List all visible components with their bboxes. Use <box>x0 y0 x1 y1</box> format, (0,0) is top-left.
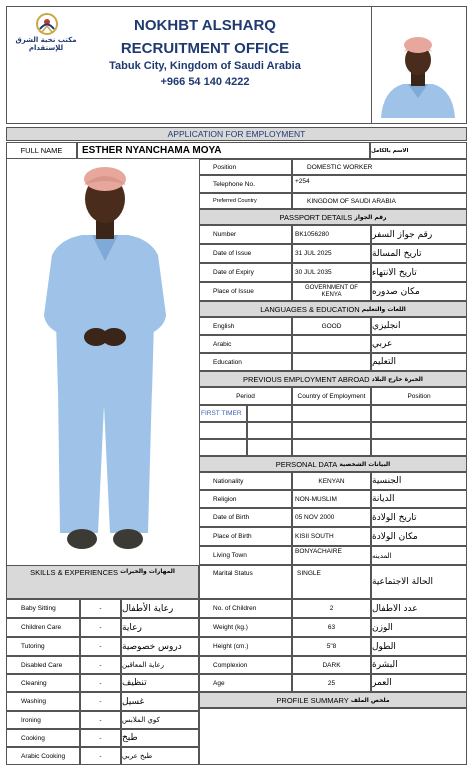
personal-section-title <box>199 456 467 472</box>
marital-status-label: Marital Status <box>199 565 292 599</box>
company-location: Tabuk City, Kingdom of Saudi Arabia <box>109 60 301 72</box>
skill-ironing-ar: كوي الملابس <box>121 711 199 729</box>
skill-baby-sitting-value: - <box>80 599 121 618</box>
profile-title-ar: ملخص الملف <box>350 696 390 704</box>
passport-title-ar: رقم الجواز <box>354 213 387 221</box>
preferred-country-value: KINGDOM OF SAUDI ARABIA <box>292 193 467 209</box>
employment-row-3-period <box>199 439 247 456</box>
languages-title: LANGUAGES & EDUCATION <box>260 304 360 314</box>
employment-row-2-country <box>292 422 371 439</box>
skill-disabled-care-ar: رعاية المعاقين <box>121 656 199 674</box>
complexion-label: Complexion <box>199 656 292 674</box>
employment-row-3-extra <box>247 439 292 456</box>
dob-ar: تاريخ الولادة <box>371 508 467 527</box>
expiry-date-value: 30 JUL 2035 <box>292 263 371 282</box>
personal-title: PERSONAL DATA <box>275 459 338 469</box>
employment-col-position: Position <box>371 387 467 405</box>
company-name-line2: RECRUITMENT OFFICE <box>120 40 290 57</box>
education-ar: التعليم <box>371 353 467 371</box>
languages-section-title <box>199 301 467 317</box>
skill-ironing-value: - <box>80 711 121 729</box>
profile-title: PROFILE SUMMARY <box>276 695 349 705</box>
skill-baby-sitting-label: Baby Sitting <box>6 599 80 618</box>
full-name-ar: الاسم بالكامل <box>370 142 467 159</box>
english-value: GOOD <box>292 317 371 335</box>
position-value: DOMESTIC WORKER <box>292 159 467 175</box>
skill-tutoring-value: - <box>80 637 121 656</box>
skill-children-care-value: - <box>80 618 121 637</box>
height-label: Height (cm.) <box>199 637 292 656</box>
expiry-date-label: Date of Expiry <box>199 263 292 282</box>
passport-title: PASSPORT DETAILS <box>279 212 353 222</box>
place-of-issue-value: GOVERNMENT OF KENYA <box>292 282 371 301</box>
telephone-value: +254 <box>292 175 467 193</box>
employment-row-2-position <box>371 422 467 439</box>
arabic-ar: عربي <box>371 335 467 353</box>
religion-value: NON-MUSLIM <box>292 490 371 508</box>
skill-ironing-label: Ironing <box>6 711 80 729</box>
profile-summary-box <box>199 708 467 765</box>
education-value <box>292 353 371 371</box>
place-of-issue-ar: مكان صدوره <box>371 282 467 301</box>
height-ar: الطول <box>371 637 467 656</box>
skill-baby-sitting-ar: رعاية الأطفال <box>121 599 199 618</box>
telephone-label: Telephone No. <box>199 175 292 193</box>
employment-row-1-period: FIRST TIMER <box>199 405 247 422</box>
skill-disabled-care-label: Disabled Care <box>6 656 80 674</box>
marital-status-value: SINGLE <box>292 565 371 599</box>
dob-value: 05 NOV 2000 <box>292 508 371 527</box>
employment-row-1-position <box>371 405 467 422</box>
english-ar: انجليزي <box>371 317 467 335</box>
skill-washing-label: Washing <box>6 692 80 711</box>
employment-col-period: Period <box>199 387 292 405</box>
employment-row-3-position <box>371 439 467 456</box>
full-name-value: ESTHER NYANCHAMA MOYA <box>77 142 370 159</box>
nationality-value: KENYAN <box>292 472 371 490</box>
weight-value: 63 <box>292 618 371 637</box>
skill-cleaning-value: - <box>80 674 121 692</box>
employment-row-1-country <box>292 405 371 422</box>
children-label: No. of Children <box>199 599 292 618</box>
living-town-value: BONYACHAIRE <box>292 546 371 565</box>
skill-cleaning-label: Cleaning <box>6 674 80 692</box>
issue-date-value: 31 JUL 2025 <box>292 244 371 263</box>
religion-label: Religion <box>199 490 292 508</box>
employment-section-title <box>199 371 467 387</box>
complexion-ar: البشرة <box>371 656 467 674</box>
profile-section-title <box>199 692 467 708</box>
employment-col-country: Country of Employment <box>292 387 371 405</box>
skill-children-care-label: Children Care <box>6 618 80 637</box>
issue-date-ar: تاريخ المسالة <box>371 244 467 263</box>
skill-cooking-value: - <box>80 729 121 747</box>
skill-arabic-cooking-label: Arabic Cooking <box>6 747 80 765</box>
skill-arabic-cooking-value: - <box>80 747 121 765</box>
pob-value: KISII SOUTH <box>292 527 371 546</box>
employment-title-ar: الخبرة خارج البلاد <box>371 375 423 383</box>
employment-row-2-extra <box>247 422 292 439</box>
passport-number-label: Number <box>199 225 292 244</box>
living-town-ar: المدينه <box>371 546 467 565</box>
company-name-line1: NOKHBT ALSHARQ <box>134 17 276 34</box>
skills-section-title <box>6 565 199 599</box>
company-phone: +966 54 140 4222 <box>160 76 250 88</box>
weight-ar: الوزن <box>371 618 467 637</box>
living-town-label: Living Town <box>199 546 292 565</box>
skills-title: SKILLS & EXPERIENCES <box>30 568 119 577</box>
height-value: 5"8 <box>292 637 371 656</box>
employment-title: PREVIOUS EMPLOYMENT ABROAD <box>243 374 370 384</box>
passport-number-value: BK1056280 <box>292 225 371 244</box>
age-value: 25 <box>292 674 371 692</box>
english-label: English <box>199 317 292 335</box>
skill-cooking-label: Cooking <box>6 729 80 747</box>
full-name-label: FULL NAME <box>6 142 77 159</box>
complexion-value: DARK <box>292 656 371 674</box>
skill-disabled-care-value: - <box>80 656 121 674</box>
expiry-date-ar: تاريخ الانتهاء <box>371 263 467 282</box>
applicant-photo-small <box>373 28 463 118</box>
skill-washing-ar: غسيل <box>121 692 199 711</box>
passport-section-title <box>199 209 467 225</box>
skill-tutoring-ar: دروس خصوصية <box>121 637 199 656</box>
skill-washing-value: - <box>80 692 121 711</box>
employment-row-1-extra <box>247 405 292 422</box>
nationality-label: Nationality <box>199 472 292 490</box>
employment-row-2-period <box>199 422 247 439</box>
skill-cleaning-ar: تنظيف <box>121 674 199 692</box>
nationality-ar: الجنسية <box>371 472 467 490</box>
weight-label: Weight (kg.) <box>199 618 292 637</box>
pob-ar: مكان الولادة <box>371 527 467 546</box>
skill-cooking-ar: طبخ <box>121 729 199 747</box>
languages-title-ar: اللغات والتعليم <box>361 305 406 313</box>
logo-text-ar: مكتب نخبة الشرق للإستقدام <box>15 36 77 52</box>
personal-title-ar: البيانات الشخصية <box>339 460 391 468</box>
dob-label: Date of Birth <box>199 508 292 527</box>
passport-number-ar: رقم جواز السفر <box>371 225 467 244</box>
place-of-issue-label: Place of Issue <box>199 282 292 301</box>
skill-children-care-ar: رعاية <box>121 618 199 637</box>
pob-label: Place of Birth <box>199 527 292 546</box>
preferred-country-label: Preferred Country <box>199 193 292 209</box>
position-label: Position <box>199 159 292 175</box>
education-label: Education <box>199 353 292 371</box>
children-value: 2 <box>292 599 371 618</box>
arabic-value <box>292 335 371 353</box>
marital-status-ar: الحالة الاجتماعية <box>371 565 467 599</box>
religion-ar: الديانة <box>371 490 467 508</box>
arabic-label: Arabic <box>199 335 292 353</box>
age-label: Age <box>199 674 292 692</box>
skill-tutoring-label: Tutoring <box>6 637 80 656</box>
issue-date-label: Date of Issue <box>199 244 292 263</box>
children-ar: عدد الاطفال <box>371 599 467 618</box>
age-ar: العمر <box>371 674 467 692</box>
skills-title-ar: المهارات والخبرات <box>120 568 175 575</box>
form-title: APPLICATION FOR EMPLOYMENT <box>6 127 467 141</box>
skill-arabic-cooking-ar: طبخ عربي <box>121 747 199 765</box>
employment-row-3-country <box>292 439 371 456</box>
